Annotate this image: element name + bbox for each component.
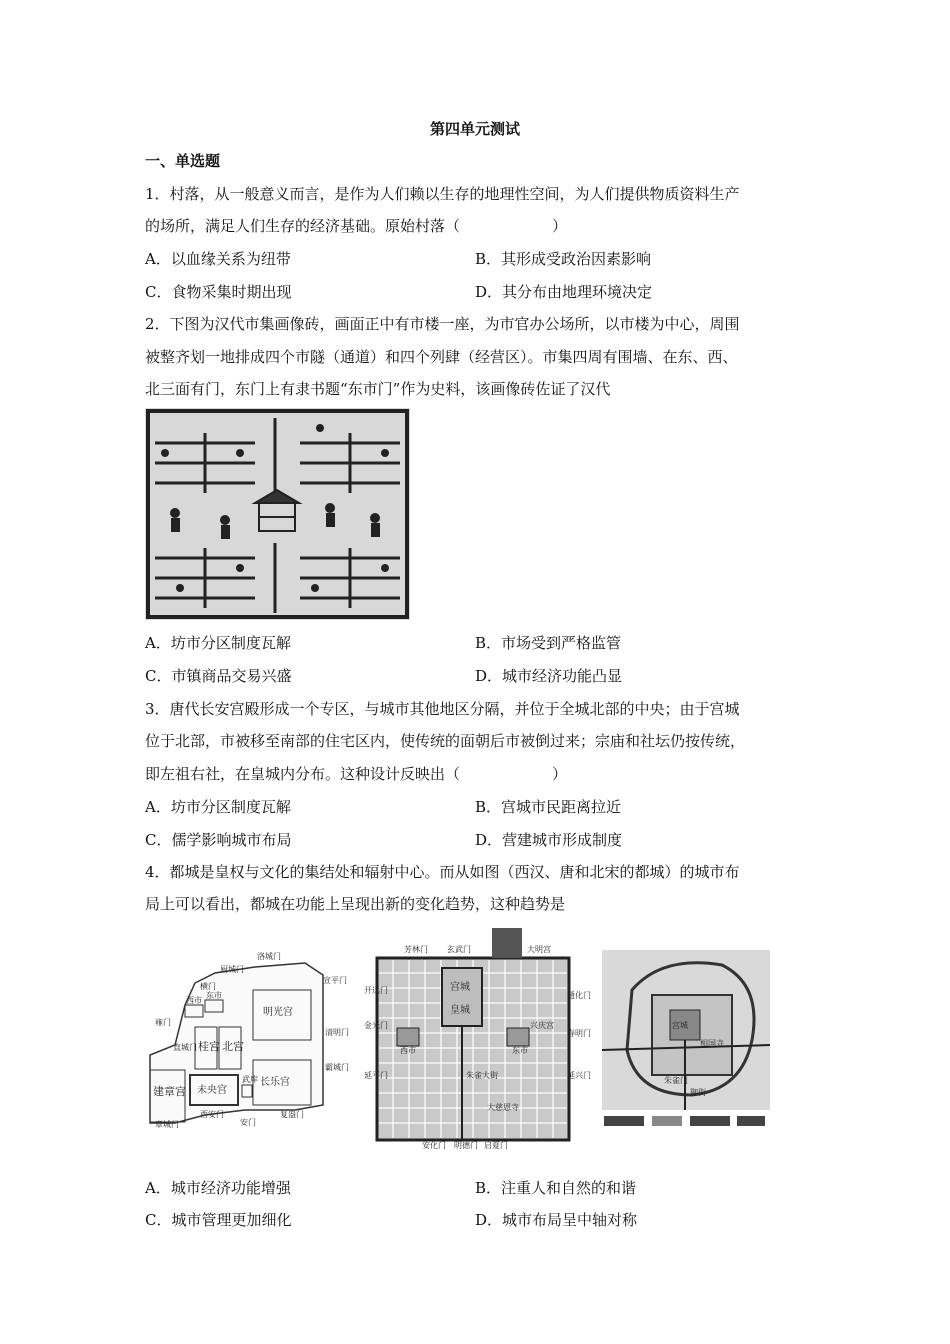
han-label-16: 未央宫 bbox=[197, 1085, 227, 1096]
q4-option-c[interactable]: C．城市管理更加细化 bbox=[145, 1211, 292, 1229]
tang-label-12: 延平门 bbox=[364, 1071, 388, 1080]
tang-label-18: 启夏门 bbox=[484, 1141, 508, 1150]
q3-option-b[interactable]: B．宫城市民距离拉近 bbox=[475, 798, 622, 816]
song-label-0: 宫城 bbox=[672, 1021, 688, 1030]
han-label-3: 宣平门 bbox=[323, 976, 347, 985]
han-label-4: 西市 bbox=[186, 996, 202, 1005]
q1-line-1: 1．村落，从一般意义而言，是作为人们赖以生存的地理性空间，为人们提供物质资料生产 bbox=[145, 185, 740, 203]
q4-option-d[interactable]: D．城市布局呈中轴对称 bbox=[475, 1211, 638, 1229]
han-label-1: 厨城门 bbox=[220, 965, 244, 974]
song-kaifeng-map bbox=[602, 950, 770, 1132]
han-label-10: 桂宫 bbox=[198, 1040, 220, 1053]
tang-label-11: 兴庆宫 bbox=[530, 1021, 554, 1030]
tang-label-15: 大慈恩寺 bbox=[487, 1103, 519, 1112]
han-label-9: 直城门 bbox=[173, 1043, 197, 1052]
q2-option-b[interactable]: B．市场受到严格监管 bbox=[475, 634, 622, 652]
q2-option-a[interactable]: A．坊市分区制度瓦解 bbox=[145, 634, 291, 652]
han-label-19: 安门 bbox=[240, 1118, 256, 1127]
tang-label-8: 春明门 bbox=[567, 1029, 591, 1038]
han-label-14: 长乐宫 bbox=[260, 1077, 290, 1088]
q2-option-d[interactable]: D．城市经济功能凸显 bbox=[475, 667, 623, 685]
q3-option-a[interactable]: A．坊市分区制度瓦解 bbox=[145, 798, 291, 816]
han-label-12: 霸城门 bbox=[325, 1063, 349, 1072]
q2-line-1: 2．下图为汉代市集画像砖，画面正中有市楼一座，为市官办公场所，以市楼为中心，周围 bbox=[145, 315, 740, 333]
tang-label-9: 西市 bbox=[400, 1046, 416, 1055]
q2-line-3: 北三面有门，东门上有隶书题“东市门”作为史料，该画像砖佐证了汉代 bbox=[145, 380, 611, 398]
han-label-18: 西安门 bbox=[200, 1110, 224, 1119]
q2-option-c[interactable]: C．市镇商品交易兴盛 bbox=[145, 667, 292, 685]
q3-option-c[interactable]: C．儒学影响城市布局 bbox=[145, 831, 292, 849]
q4-option-a[interactable]: A．城市经济功能增强 bbox=[145, 1179, 291, 1197]
q1-line-2: 的场所，满足人们生存的经济基础。原始村落（ ） bbox=[145, 217, 568, 235]
han-market-brick-image bbox=[145, 408, 410, 620]
q3-option-d[interactable]: D．营建城市形成制度 bbox=[475, 831, 623, 849]
q3-line-3: 即左祖右社，在皇城内分布。这种设计反映出（ ） bbox=[145, 765, 568, 783]
tang-label-10: 东市 bbox=[512, 1046, 528, 1055]
q1-option-a[interactable]: A．以血缘关系为纽带 bbox=[145, 250, 291, 268]
tang-changan-map bbox=[362, 928, 591, 1150]
q1-option-c[interactable]: C．食物采集时期出现 bbox=[145, 283, 292, 301]
han-label-20: 复盎门 bbox=[280, 1110, 304, 1119]
q1-option-d[interactable]: D．其分布由地理环境决定 bbox=[475, 283, 653, 301]
q1-option-b[interactable]: B．其形成受政治因素影响 bbox=[475, 250, 652, 268]
q4-line-2: 局上可以看出，都城在功能上呈现出新的变化趋势，这种趋势是 bbox=[145, 895, 566, 913]
song-label-2: 朱雀门 bbox=[664, 1076, 688, 1085]
tang-label-0: 芳林门 bbox=[404, 945, 428, 954]
han-label-13: 建章宫 bbox=[153, 1085, 186, 1098]
han-label-8: 清明门 bbox=[325, 1028, 349, 1037]
song-label-3: 御街 bbox=[690, 1088, 706, 1097]
tang-label-4: 宫城 bbox=[450, 982, 470, 993]
han-changan-map bbox=[145, 945, 350, 1130]
tang-label-13: 朱雀大街 bbox=[466, 1071, 498, 1080]
tang-label-14: 延兴门 bbox=[567, 1071, 591, 1080]
han-label-5: 东市 bbox=[206, 991, 222, 1000]
tang-label-7: 金光门 bbox=[364, 1021, 388, 1030]
tang-label-2: 大明宫 bbox=[527, 945, 551, 954]
han-label-2: 横门 bbox=[200, 982, 216, 991]
q3-line-1: 3．唐代长安宫殿形成一个专区，与城市其他地区分隔，并位于全城北部的中央；由于宫城 bbox=[145, 700, 740, 718]
han-label-0: 洛城门 bbox=[257, 952, 281, 961]
q4-line-1: 4．都城是皇权与文化的集结处和辐射中心。而从如图（西汉、唐和北宋的都城）的城市布 bbox=[145, 863, 740, 881]
han-label-7: 雍门 bbox=[155, 1018, 171, 1027]
tang-label-17: 明德门 bbox=[454, 1141, 478, 1150]
han-label-17: 武库 bbox=[242, 1075, 258, 1084]
q4-option-b[interactable]: B．注重人和自然的和谐 bbox=[475, 1179, 637, 1197]
han-label-11: 北宫 bbox=[222, 1040, 244, 1053]
song-label-1: 相国寺 bbox=[700, 1039, 724, 1048]
han-label-15: 章城门 bbox=[155, 1120, 179, 1129]
tang-label-3: 开远门 bbox=[364, 986, 388, 995]
q2-line-2: 被整齐划一地排成四个市隧（通道）和四个列肆（经营区）。市集四周有围墙、在东、西、 bbox=[145, 348, 738, 366]
tang-label-5: 皇城 bbox=[450, 1005, 470, 1016]
han-label-6: 明光宫 bbox=[263, 1007, 293, 1018]
page-title: 第四单元测试 bbox=[429, 120, 520, 138]
tang-label-1: 玄武门 bbox=[447, 945, 471, 954]
tang-label-6: 通化门 bbox=[567, 991, 591, 1000]
tang-label-16: 安化门 bbox=[422, 1141, 446, 1150]
section-heading: 一、单选题 bbox=[145, 152, 221, 170]
q3-line-2: 位于北部，市被移至南部的住宅区内，使传统的面朝后市被倒过来；宗庙和社坛仍按传统， bbox=[145, 732, 746, 750]
